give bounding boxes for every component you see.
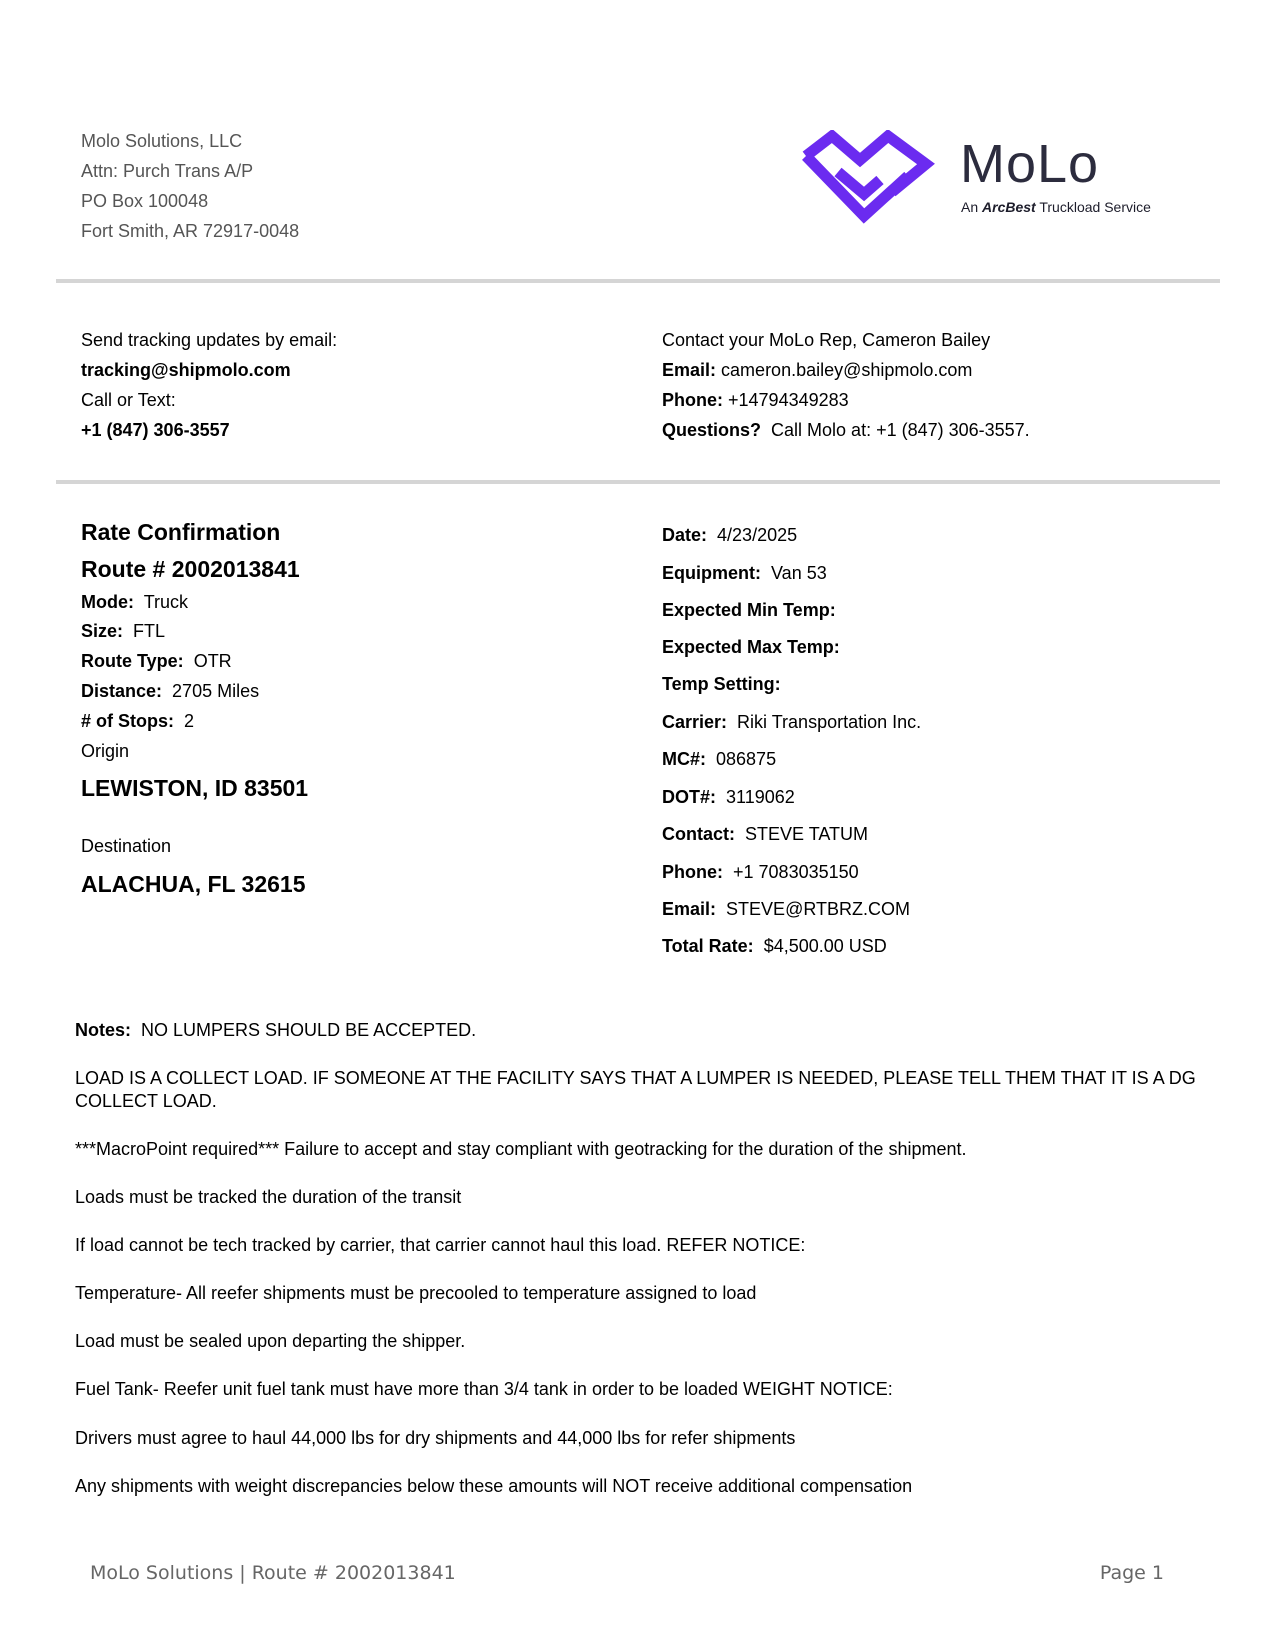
detail-email — [662, 899, 910, 920]
rep-questions-text: Call Molo at: +1 (847) 306-3557. — [771, 420, 1030, 440]
billing-address — [81, 126, 299, 246]
tracking-contact — [81, 325, 337, 445]
tracking-email[interactable]: tracking@shipmolo.com — [81, 360, 291, 380]
detail-label: Phone: — [662, 862, 723, 882]
field-label: Distance: — [81, 681, 163, 701]
notes-paragraph: LOAD IS A COLLECT LOAD. IF SOMEONE AT THE FACILITY SAYS THAT A LUMPER IS NEEDED, PLEASE TELL THEM THAT IT IS A DG COLLECT LOAD. — [75, 1068, 1196, 1111]
destination-label: Destination — [81, 836, 172, 856]
field-size — [81, 621, 165, 642]
tagline-brand: ArcBest — [982, 199, 1036, 215]
rep-phone[interactable]: +14794349283 — [728, 390, 849, 410]
detail-date — [662, 525, 797, 546]
notes-paragraph: Any shipments with weight discrepancies below these amounts will NOT receive additional compensation — [75, 1476, 913, 1496]
tracking-phone[interactable]: +1 (847) 306-3557 — [81, 420, 230, 440]
page-title: Rate Confirmation — [81, 519, 281, 545]
footer-page-number: Page 1 — [1099, 1562, 1164, 1584]
rep-questions-label: Questions? — [662, 420, 762, 440]
detail-contact — [662, 824, 868, 845]
rep-email-row — [662, 355, 1030, 385]
detail-value: Van 53 — [771, 563, 827, 583]
field-value: 2 — [184, 711, 195, 731]
field-route-type — [81, 651, 232, 672]
detail-equipment — [662, 563, 827, 584]
detail-label: Expected Min Temp: — [662, 600, 836, 620]
field-value: FTL — [133, 621, 166, 641]
tracking-intro: Send tracking updates by email: — [81, 330, 338, 350]
detail-label: Contact: — [662, 824, 735, 844]
detail-min-temp — [662, 600, 841, 621]
notes-paragraph: Drivers must agree to haul 44,000 lbs for dry shipments and 44,000 lbs for refer shipments — [75, 1428, 796, 1448]
rep-intro: Contact your MoLo Rep, Cameron Bailey — [662, 330, 991, 350]
detail-total-rate — [662, 936, 887, 957]
rep-email-label: Email: — [662, 360, 717, 380]
detail-temp-setting — [662, 674, 786, 695]
notes-paragraph: Load must be sealed upon departing the shipper. — [75, 1331, 466, 1351]
field-label: Route Type: — [81, 651, 184, 671]
field-label: # of Stops: — [81, 711, 174, 731]
detail-value[interactable]: STEVE@RTBRZ.COM — [726, 899, 911, 919]
detail-label: MC#: — [662, 749, 706, 769]
logo-tagline — [961, 199, 1151, 215]
address-line: PO Box 100048 — [81, 191, 209, 211]
detail-label: DOT#: — [662, 787, 716, 807]
detail-carrier — [662, 712, 921, 733]
origin-city: LEWISTON, ID 83501 — [81, 775, 309, 801]
field-stops — [81, 711, 194, 732]
detail-value: STEVE TATUM — [745, 824, 869, 844]
rep-contact — [662, 325, 1030, 445]
detail-value[interactable]: +1 7083035150 — [733, 862, 859, 882]
field-value: OTR — [193, 651, 232, 671]
detail-label: Carrier: — [662, 712, 728, 732]
divider — [56, 279, 1220, 283]
divider — [56, 480, 1220, 484]
detail-dot — [662, 787, 795, 808]
tagline-prefix: An — [961, 199, 979, 215]
address-line: Molo Solutions, LLC — [81, 131, 243, 151]
field-value: Truck — [143, 592, 189, 612]
detail-value: 086875 — [716, 749, 777, 769]
address-line: Attn: Purch Trans A/P — [81, 161, 254, 181]
logo-wordmark: MoLo — [960, 134, 1100, 194]
field-label: Mode: — [81, 592, 134, 612]
field-mode — [81, 592, 188, 613]
detail-phone — [662, 862, 859, 883]
address-line: Fort Smith, AR 72917-0048 — [81, 221, 300, 241]
detail-label: Date: — [662, 525, 708, 545]
rep-questions-row — [662, 415, 1030, 445]
tagline-suffix: Truckload Service — [1039, 199, 1151, 215]
rep-phone-label: Phone: — [662, 390, 723, 410]
detail-max-temp — [662, 637, 845, 658]
detail-label: Email: — [662, 899, 717, 919]
origin-label: Origin — [81, 741, 130, 761]
detail-value: 4/23/2025 — [717, 525, 798, 545]
notes-paragraph: Fuel Tank- Reefer unit fuel tank must have more than 3/4 tank in order to be loaded WEIGHT NOTICE: — [75, 1379, 893, 1399]
notes-paragraph: Loads must be tracked the duration of the transit — [75, 1187, 462, 1207]
molo-logo-icon — [798, 130, 936, 226]
tracking-call-label: Call or Text: — [81, 390, 176, 410]
detail-value: Riki Transportation Inc. — [737, 712, 922, 732]
field-distance — [81, 681, 259, 702]
detail-label: Temp Setting: — [662, 674, 781, 694]
footer-route: MoLo Solutions | Route # 2002013841 — [90, 1562, 456, 1584]
detail-value: $4,500.00 USD — [763, 936, 887, 956]
detail-label: Expected Max Temp: — [662, 637, 840, 657]
field-value: 2705 Miles — [172, 681, 260, 701]
detail-label: Equipment: — [662, 563, 761, 583]
rep-phone-row — [662, 385, 1030, 415]
notes-paragraph: If load cannot be tech tracked by carrier, that carrier cannot haul this load. REFER NOTICE: — [75, 1235, 806, 1255]
notes-paragraph: ***MacroPoint required*** Failure to accept and stay compliant with geotracking for the duration of the shipment. — [75, 1139, 967, 1159]
detail-value: 3119062 — [726, 787, 795, 807]
notes-first — [75, 1019, 1205, 1042]
notes-label: Notes: — [75, 1020, 132, 1040]
notes-paragraph: Temperature- All reefer shipments must be precooled to temperature assigned to load — [75, 1283, 757, 1303]
field-label: Size: — [81, 621, 124, 641]
destination-city: ALACHUA, FL 32615 — [81, 871, 306, 897]
rep-email[interactable]: cameron.bailey@shipmolo.com — [721, 360, 973, 380]
detail-label: Total Rate: — [662, 936, 754, 956]
detail-mc — [662, 749, 776, 770]
notes-text: NO LUMPERS SHOULD BE ACCEPTED. — [141, 1020, 477, 1040]
route-number: Route # 2002013841 — [81, 556, 300, 582]
